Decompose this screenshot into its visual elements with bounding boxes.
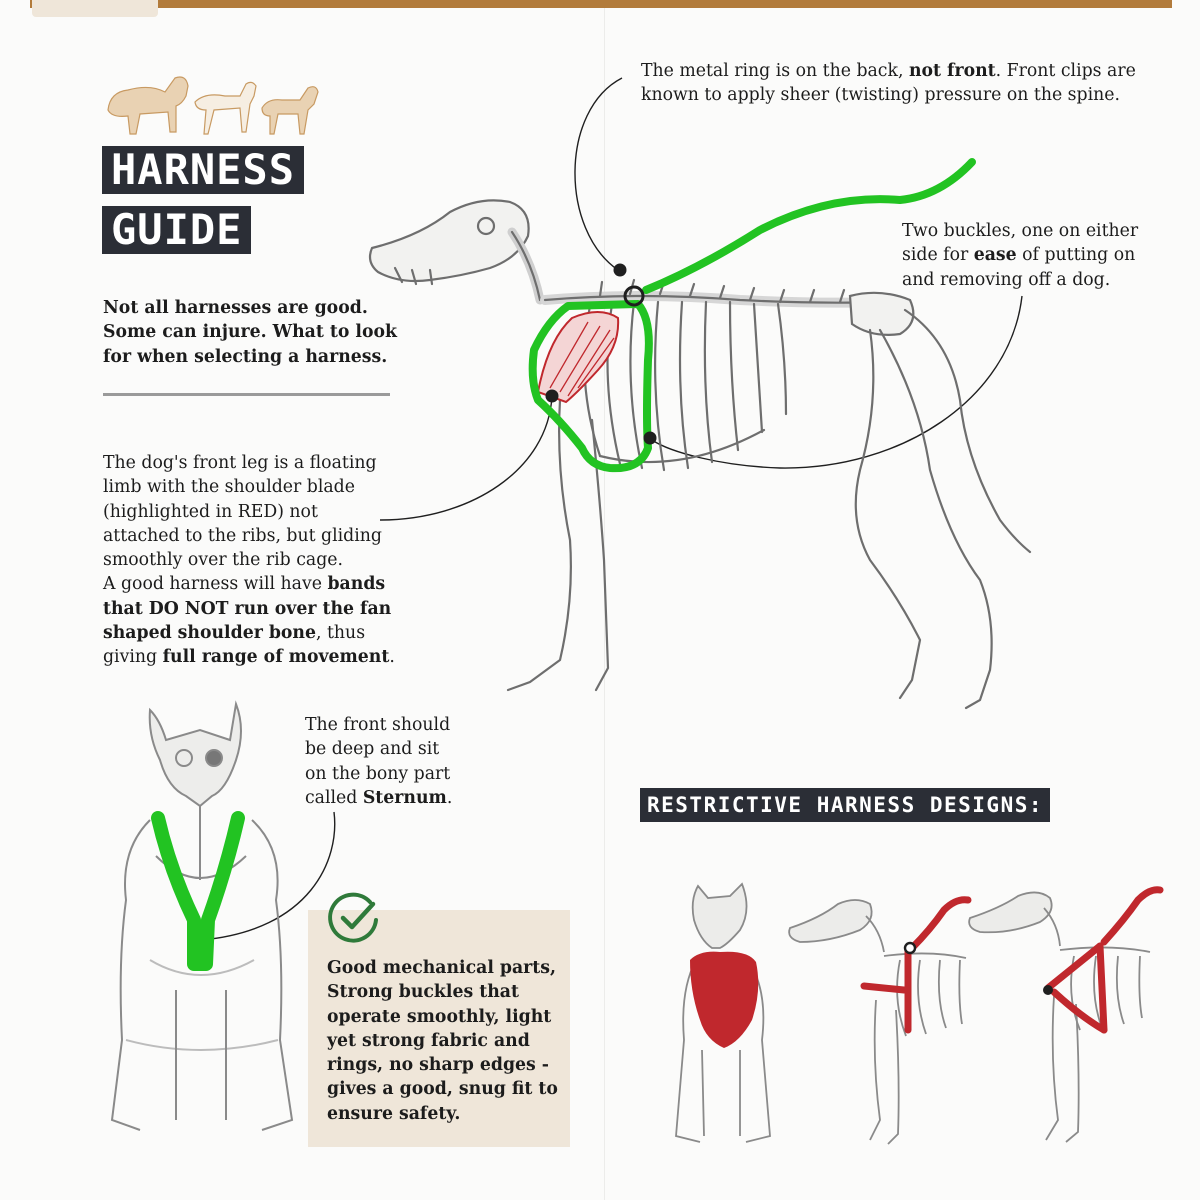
leg-note-line: limb with the shoulder blade: [103, 477, 355, 498]
ring-note: [641, 59, 1136, 108]
leg-note-line: A good harness will have bands: [103, 574, 386, 595]
leg-note-line: shaped shoulder bone, thus: [103, 623, 366, 644]
good-parts-line: rings, no sharp edges -: [327, 1055, 549, 1076]
leg-note-line: (highlighted in RED) not: [103, 501, 318, 522]
ring-note-line-2: known to apply sheer (twisting) pressure on the spine.: [641, 85, 1120, 106]
sternum-note-line: called Sternum.: [305, 787, 453, 808]
title-line-2: GUIDE: [102, 206, 251, 254]
good-harness-front: [158, 818, 238, 964]
restrictive-designs-title: RESTRICTIVE HARNESS DESIGNS:: [640, 788, 1050, 822]
clip-icon: [1043, 985, 1053, 995]
restrictive-harness-1: [864, 900, 968, 1030]
good-parts-text: [327, 956, 558, 1126]
good-parts-line: ensure safety.: [327, 1103, 461, 1124]
intro-line: Some can injure. What to look: [103, 322, 397, 343]
check-circle-icon: [326, 890, 382, 946]
leg-note-line: smoothly over the rib cage.: [103, 550, 343, 571]
buckles-note: [902, 219, 1138, 292]
sternum-note-line: be deep and sit: [305, 739, 440, 760]
sternum-note-line: on the bony part: [305, 763, 451, 784]
buckles-note-line-2: side for ease of putting on: [902, 245, 1136, 266]
sternum-note-line: The front should: [305, 715, 451, 735]
good-parts-line: yet strong fabric and: [327, 1030, 530, 1051]
restrictive-dog-side-1: [789, 900, 966, 1144]
good-parts-line: Good mechanical parts,: [327, 958, 557, 978]
sternum-note: [305, 713, 452, 810]
leg-note-line: giving full range of movement.: [103, 647, 395, 668]
dog-breeds-icon: [108, 77, 318, 134]
restrictive-designs: [676, 884, 1160, 1144]
title-line-1: HARNESS: [102, 146, 304, 194]
front-leg-note: [103, 451, 395, 670]
good-parts-line: gives a good, snug fit to: [327, 1079, 558, 1100]
leg-note-line: The dog's front leg is a floating: [103, 453, 377, 473]
good-parts-line: operate smoothly, light: [327, 1006, 552, 1027]
buckles-note-line-3: and removing off a dog.: [902, 269, 1111, 290]
good-parts-line: Strong buckles that: [327, 982, 519, 1003]
buckles-note-line-1: Two buckles, one on either: [902, 221, 1139, 241]
leg-note-line: that DO NOT run over the fan: [103, 598, 392, 619]
intro-line: for when selecting a harness.: [103, 346, 388, 367]
ring-icon: [905, 943, 915, 953]
section-divider: [103, 393, 390, 396]
restrictive-harness-2: [1048, 890, 1160, 1030]
ring-note-line-1: The metal ring is on the back, not front. Front clips are: [641, 61, 1136, 81]
restrictive-vest-front: [690, 952, 758, 1048]
intro-line: Not all harnesses are good.: [103, 298, 368, 318]
restrictive-dog-side-2: [969, 892, 1150, 1142]
intro-text: [103, 296, 397, 369]
leg-note-line: attached to the ribs, but gliding: [103, 525, 382, 546]
